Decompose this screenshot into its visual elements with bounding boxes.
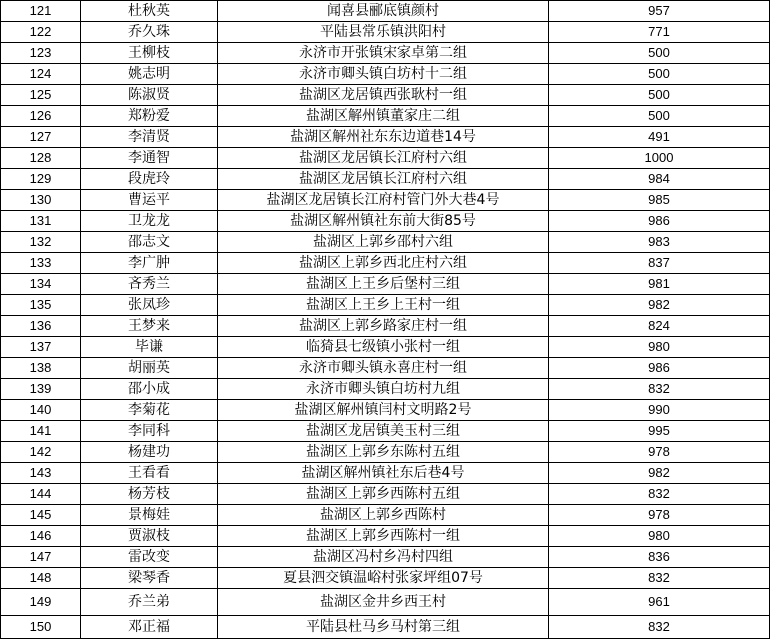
table-row <box>1 484 770 505</box>
table-row <box>1 274 770 295</box>
name-cell: 邵志文 <box>81 232 218 253</box>
row-number-cell: 134 <box>1 274 81 295</box>
name-cell: 乔兰弟 <box>81 589 218 616</box>
row-number-cell: 131 <box>1 211 81 232</box>
address-cell: 永济市开张镇宋家卓第二组 <box>218 43 549 64</box>
address-cell: 盐湖区上郭乡西陈村一组 <box>218 526 549 547</box>
amount-cell: 500 <box>549 64 770 85</box>
address-cell: 临猗县七级镇小张村一组 <box>218 337 549 358</box>
name-cell: 张凤珍 <box>81 295 218 316</box>
name-cell: 郑粉爱 <box>81 106 218 127</box>
table-row <box>1 169 770 190</box>
row-number-cell: 136 <box>1 316 81 337</box>
amount-cell: 500 <box>549 106 770 127</box>
name-cell: 胡丽英 <box>81 358 218 379</box>
amount-cell: 837 <box>549 253 770 274</box>
address-cell: 盐湖区冯村乡冯村四组 <box>218 547 549 568</box>
amount-cell: 832 <box>549 379 770 400</box>
row-number-cell: 140 <box>1 400 81 421</box>
address-cell: 盐湖区上郭乡东陈村五组 <box>218 442 549 463</box>
name-cell: 曹运平 <box>81 190 218 211</box>
row-number-cell: 132 <box>1 232 81 253</box>
table-row <box>1 106 770 127</box>
table-row <box>1 400 770 421</box>
records-table-body <box>1 1 770 639</box>
amount-cell: 832 <box>549 568 770 589</box>
amount-cell: 984 <box>549 169 770 190</box>
address-cell: 盐湖区上郭乡邵村六组 <box>218 232 549 253</box>
table-row <box>1 211 770 232</box>
name-cell: 段虎玲 <box>81 169 218 190</box>
name-cell: 贾淑枝 <box>81 526 218 547</box>
address-cell: 闻喜县郦底镇颜村 <box>218 1 549 22</box>
table-row <box>1 421 770 442</box>
address-cell: 盐湖区龙居镇长江府村六组 <box>218 169 549 190</box>
name-cell: 李广肿 <box>81 253 218 274</box>
table-row <box>1 589 770 616</box>
table-row <box>1 358 770 379</box>
address-cell: 永济市卿头镇白坊村十二组 <box>218 64 549 85</box>
amount-cell: 986 <box>549 358 770 379</box>
row-number-cell: 130 <box>1 190 81 211</box>
amount-cell: 836 <box>549 547 770 568</box>
table-row <box>1 253 770 274</box>
row-number-cell: 144 <box>1 484 81 505</box>
address-cell: 永济市卿头镇永喜庄村一组 <box>218 358 549 379</box>
address-cell: 盐湖区上郭乡西北庄村六组 <box>218 253 549 274</box>
amount-cell: 981 <box>549 274 770 295</box>
table-row <box>1 463 770 484</box>
amount-cell: 990 <box>549 400 770 421</box>
address-cell: 盐湖区解州镇董家庄二组 <box>218 106 549 127</box>
address-cell: 盐湖区解州镇闫村文明路2号 <box>218 400 549 421</box>
address-cell: 夏县泗交镇温峪村张家坪组07号 <box>218 568 549 589</box>
table-row <box>1 316 770 337</box>
name-cell: 姚志明 <box>81 64 218 85</box>
row-number-cell: 124 <box>1 64 81 85</box>
row-number-cell: 141 <box>1 421 81 442</box>
table-row <box>1 442 770 463</box>
amount-cell: 985 <box>549 190 770 211</box>
address-cell: 盐湖区龙居镇西张耿村一组 <box>218 85 549 106</box>
table-row <box>1 379 770 400</box>
address-cell: 平陆县常乐镇洪阳村 <box>218 22 549 43</box>
name-cell: 卫龙龙 <box>81 211 218 232</box>
row-number-cell: 145 <box>1 505 81 526</box>
row-number-cell: 137 <box>1 337 81 358</box>
name-cell: 乔久珠 <box>81 22 218 43</box>
address-cell: 盐湖区金井乡西王村 <box>218 589 549 616</box>
name-cell: 杨建功 <box>81 442 218 463</box>
address-cell: 盐湖区上郭乡西陈村五组 <box>218 484 549 505</box>
table-row <box>1 43 770 64</box>
address-cell: 盐湖区龙居镇美玉村三组 <box>218 421 549 442</box>
row-number-cell: 148 <box>1 568 81 589</box>
table-row <box>1 616 770 639</box>
address-cell: 盐湖区上王乡后堡村三组 <box>218 274 549 295</box>
name-cell: 李通智 <box>81 148 218 169</box>
table-row <box>1 85 770 106</box>
row-number-cell: 125 <box>1 85 81 106</box>
table-row <box>1 547 770 568</box>
address-cell: 盐湖区龙居镇长江府村六组 <box>218 148 549 169</box>
name-cell: 李清贤 <box>81 127 218 148</box>
table-row <box>1 568 770 589</box>
amount-cell: 986 <box>549 211 770 232</box>
name-cell: 李同科 <box>81 421 218 442</box>
amount-cell: 978 <box>549 505 770 526</box>
amount-cell: 980 <box>549 337 770 358</box>
amount-cell: 982 <box>549 463 770 484</box>
amount-cell: 500 <box>549 43 770 64</box>
table-row <box>1 22 770 43</box>
amount-cell: 983 <box>549 232 770 253</box>
amount-cell: 961 <box>549 589 770 616</box>
amount-cell: 995 <box>549 421 770 442</box>
table-row <box>1 295 770 316</box>
name-cell: 王看看 <box>81 463 218 484</box>
name-cell: 邓正福 <box>81 616 218 639</box>
row-number-cell: 142 <box>1 442 81 463</box>
amount-cell: 500 <box>549 85 770 106</box>
table-row <box>1 148 770 169</box>
address-cell: 盐湖区解州镇社东后巷4号 <box>218 463 549 484</box>
row-number-cell: 139 <box>1 379 81 400</box>
amount-cell: 491 <box>549 127 770 148</box>
name-cell: 邵小成 <box>81 379 218 400</box>
row-number-cell: 146 <box>1 526 81 547</box>
name-cell: 王梦来 <box>81 316 218 337</box>
address-cell: 盐湖区解州社东东边道巷14号 <box>218 127 549 148</box>
address-cell: 盐湖区上郭乡路家庄村一组 <box>218 316 549 337</box>
table-row <box>1 190 770 211</box>
name-cell: 陈淑贤 <box>81 85 218 106</box>
address-cell: 平陆县杜马乡马村第三组 <box>218 616 549 639</box>
name-cell: 雷改变 <box>81 547 218 568</box>
amount-cell: 832 <box>549 616 770 639</box>
row-number-cell: 122 <box>1 22 81 43</box>
row-number-cell: 128 <box>1 148 81 169</box>
row-number-cell: 129 <box>1 169 81 190</box>
amount-cell: 957 <box>549 1 770 22</box>
row-number-cell: 135 <box>1 295 81 316</box>
table-row <box>1 64 770 85</box>
row-number-cell: 126 <box>1 106 81 127</box>
name-cell: 王柳枝 <box>81 43 218 64</box>
address-cell: 盐湖区龙居镇长江府村管门外大巷4号 <box>218 190 549 211</box>
address-cell: 盐湖区上王乡上王村一组 <box>218 295 549 316</box>
table-row <box>1 1 770 22</box>
table-row <box>1 127 770 148</box>
amount-cell: 1000 <box>549 148 770 169</box>
name-cell: 李菊花 <box>81 400 218 421</box>
name-cell: 杨芳枝 <box>81 484 218 505</box>
address-cell: 盐湖区上郭乡西陈村 <box>218 505 549 526</box>
row-number-cell: 121 <box>1 1 81 22</box>
name-cell: 毕谦 <box>81 337 218 358</box>
name-cell: 吝秀兰 <box>81 274 218 295</box>
row-number-cell: 123 <box>1 43 81 64</box>
row-number-cell: 127 <box>1 127 81 148</box>
address-cell: 盐湖区解州镇社东前大街85号 <box>218 211 549 232</box>
table-row <box>1 526 770 547</box>
row-number-cell: 149 <box>1 589 81 616</box>
amount-cell: 978 <box>549 442 770 463</box>
table-row <box>1 232 770 253</box>
amount-cell: 980 <box>549 526 770 547</box>
row-number-cell: 138 <box>1 358 81 379</box>
name-cell: 梁琴香 <box>81 568 218 589</box>
amount-cell: 982 <box>549 295 770 316</box>
address-cell: 永济市卿头镇白坊村九组 <box>218 379 549 400</box>
row-number-cell: 143 <box>1 463 81 484</box>
table-row <box>1 337 770 358</box>
table-row <box>1 505 770 526</box>
amount-cell: 824 <box>549 316 770 337</box>
row-number-cell: 147 <box>1 547 81 568</box>
amount-cell: 771 <box>549 22 770 43</box>
name-cell: 杜秋英 <box>81 1 218 22</box>
row-number-cell: 133 <box>1 253 81 274</box>
row-number-cell: 150 <box>1 616 81 639</box>
name-cell: 景梅娃 <box>81 505 218 526</box>
amount-cell: 832 <box>549 484 770 505</box>
